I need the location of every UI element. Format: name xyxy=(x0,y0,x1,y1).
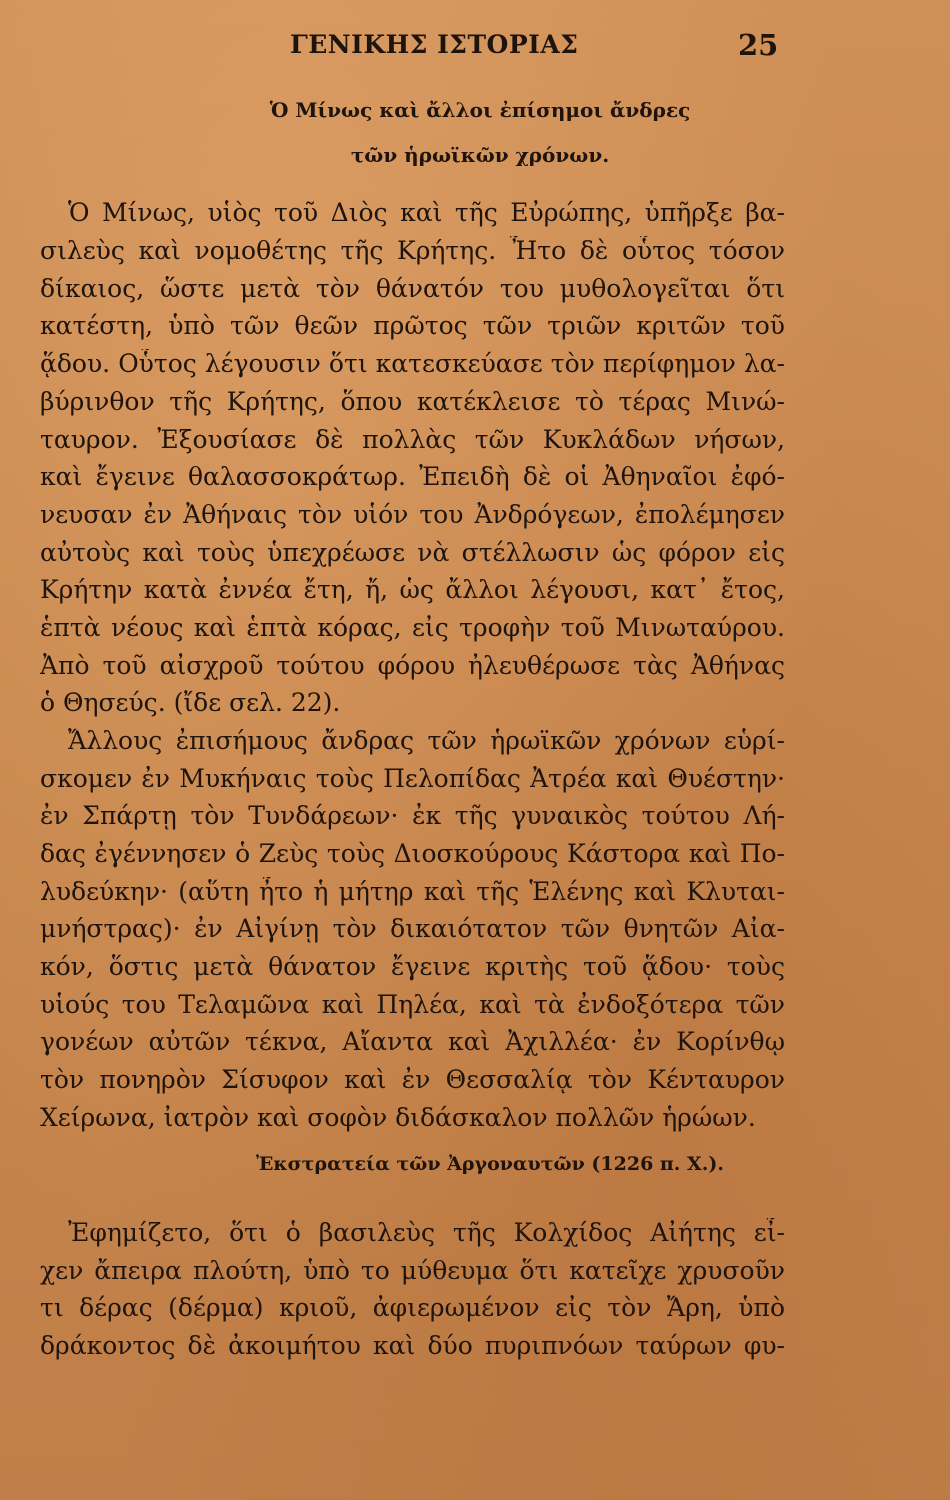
text-line: δίκαιος, ὥστε μετὰ τὸν θάνατόν του μυθολογεῖται ὅτι xyxy=(40,274,785,303)
text-line: ὁ Θησεύς. (ἴδε σελ. 22). xyxy=(40,688,341,717)
text-line: αὐτοὺς καὶ τοὺς ὑπεχρέωσε νὰ στέλλωσιν ὡς φόρον εἰς xyxy=(40,538,785,567)
text-line: λυδεύκην· (αὕτη ἦτο ἡ μήτηρ καὶ τῆς Ἑλένης καὶ Κλυται- xyxy=(40,877,785,906)
text-line: Χείρωνα, ἰατρὸν καὶ σοφὸν διδάσκαλον πολλῶν ἡρώων. xyxy=(40,1103,756,1132)
text-line: μνήστρας)· ἐν Αἰγίνῃ τὸν δικαιότατον τῶν θνητῶν Αἰα- xyxy=(40,914,785,943)
text-line: χεν ἄπειρα πλούτη, ὑπὸ το μύθευμα ὅτι κατεῖχε χρυσοῦν xyxy=(40,1256,785,1285)
text-line: σκομεν ἐν Μυκήναις τοὺς Πελοπίδας Ἀτρέα καὶ Θυέστην· xyxy=(40,764,785,793)
page-number: 25 xyxy=(738,28,779,62)
text-line: ἐν Σπάρτῃ τὸν Τυνδάρεων· ἐκ τῆς γυναικὸς τούτου Λή- xyxy=(40,801,785,830)
text-line: βύρινθον τῆς Κρήτης, ὅπου κατέκλεισε τὸ τέρας Μινώ- xyxy=(40,387,785,416)
text-line: Κρήτην κατὰ ἐννέα ἔτη, ἤ, ὡς ἄλλοι λέγουσι, κατ᾽ ἔτος, xyxy=(40,575,785,604)
section-heading-continued: τῶν ἡρωϊκῶν χρόνων. xyxy=(350,143,610,167)
text-line: σιλεὺς καὶ νομοθέτης τῆς Κρήτης. Ἦτο δὲ οὗτος τόσον xyxy=(40,236,785,265)
text-line: δράκοντος δὲ ἀκοιμήτου καὶ δύο πυριπνόων ταύρων φυ- xyxy=(40,1331,785,1360)
text-line: γονέων αὐτῶν τέκνα, Αἴαντα καὶ Ἀχιλλέα· ἐν Κορίνθῳ xyxy=(40,1027,785,1056)
running-title: ΓΕΝΙΚΗΣ ΙΣΤΟΡΙΑΣ xyxy=(290,30,579,59)
text-line: καὶ ἔγεινε θαλασσοκράτωρ. Ἐπειδὴ δὲ οἱ Ἀθηναῖοι ἐφό- xyxy=(40,462,785,491)
text-line: Ὁ Μίνως, υἱὸς τοῦ Διὸς καὶ τῆς Εὐρώπης, ὑπῆρξε βα- xyxy=(68,198,785,227)
text-line: Ἀπὸ τοῦ αἰσχροῦ τούτου φόρου ἠλευθέρωσε τὰς Ἀθήνας xyxy=(40,651,785,680)
text-line: τι δέρας (δέρμα) κριοῦ, ἀφιερωμένον εἰς τὸν Ἄρη, ὑπὸ xyxy=(40,1293,785,1322)
text-line: ᾅδου. Οὗτος λέγουσιν ὅτι κατεσκεύασε τὸν περίφημον λα- xyxy=(40,349,785,378)
text-line: ταυρον. Ἐξουσίασε δὲ πολλὰς τῶν Κυκλάδων νήσων, xyxy=(40,425,785,454)
text-line: δας ἐγέννησεν ὁ Ζεὺς τοὺς Διοσκούρους Κάστορα καὶ Πο- xyxy=(40,839,785,868)
text-line: τὸν πονηρὸν Σίσυφον καὶ ἐν Θεσσαλίᾳ τὸν Κένταυρον xyxy=(40,1065,785,1094)
text-line: Ἄλλους ἐπισήμους ἄνδρας τῶν ἡρωϊκῶν χρόνων εὑρί- xyxy=(68,726,785,755)
section-heading: Ὁ Μίνως καὶ ἄλλοι ἐπίσημοι ἄνδρες xyxy=(269,98,691,122)
page-header xyxy=(0,30,950,66)
text-line: κόν, ὅστις μετὰ θάνατον ἔγεινε κριτὴς τοῦ ᾅδου· τοὺς xyxy=(40,952,785,981)
text-line: κατέστη, ὑπὸ τῶν θεῶν πρῶτος τῶν τριῶν κριτῶν τοῦ xyxy=(40,311,785,340)
section-heading: Ἐκστρατεία τῶν Ἀργοναυτῶν (1226 π. Χ.). xyxy=(256,1153,724,1175)
text-line: Ἐφημίζετο, ὅτι ὁ βασιλεὺς τῆς Κολχίδος Αἰήτης εἶ- xyxy=(68,1218,785,1247)
text-line: νευσαν ἐν Ἀθήναις τὸν υἱόν του Ἀνδρόγεων, ἐπολέμησεν xyxy=(40,500,785,529)
text-line: ἑπτὰ νέους καὶ ἑπτὰ κόρας, εἰς τροφὴν τοῦ Μινωταύρου. xyxy=(40,613,785,642)
text-line: υἱούς του Τελαμῶνα καὶ Πηλέα, καὶ τὰ ἐνδοξότερα τῶν xyxy=(40,990,785,1019)
